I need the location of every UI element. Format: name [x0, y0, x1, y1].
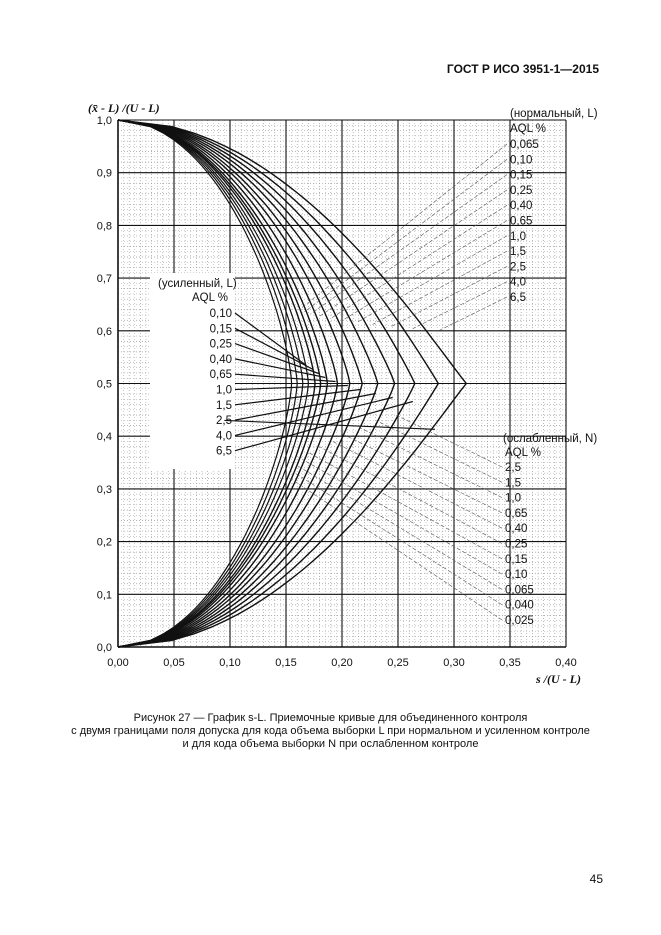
reduced-aql-label: 0,40: [505, 523, 528, 536]
reduced-aql-label: 0,15: [505, 553, 528, 566]
reduced-aql-header: AQL %: [505, 447, 542, 459]
y-tick-label: 0,8: [96, 220, 112, 233]
x-tick-label: 0,05: [163, 657, 185, 669]
tightened-leader: [235, 402, 413, 451]
x-tick-label: 0,00: [107, 657, 129, 669]
normal-leader: [311, 175, 507, 314]
y-tick-label: 0,6: [96, 325, 112, 338]
normal-group-title: (нормальный, L): [510, 108, 598, 120]
caption-line-1: Рисунок 27 — График s-L. Приемочные кривые для объединенного контроля: [133, 712, 528, 724]
x-tick-label: 0,40: [555, 657, 577, 669]
tightened-aql-label: 6,5: [216, 445, 232, 458]
normal-aql-label: 0,10: [510, 154, 533, 167]
reduced-aql-label: 0,65: [505, 507, 528, 520]
tightened-leader: [235, 313, 306, 366]
reduced-aql-label: 0,25: [505, 538, 528, 551]
page-number: 45: [589, 872, 603, 886]
y-tick-label: 1,0: [96, 115, 112, 127]
tightened-aql-label: 0,25: [209, 338, 232, 351]
reduced-aql-label: 0,025: [505, 615, 534, 627]
tightened-aql-label: 2,5: [216, 415, 232, 428]
y-tick-label: 0,9: [96, 167, 112, 180]
tightened-leader: [235, 390, 360, 405]
y-tick-label: 0,2: [96, 536, 112, 549]
chart-grid: [118, 120, 566, 647]
reduced-pointer-line: [224, 420, 435, 429]
tightened-leader: [235, 344, 319, 374]
normal-aql-label: 4,0: [510, 276, 526, 289]
reduced-leader: [302, 459, 502, 574]
y-tick-label: 0,5: [96, 378, 112, 391]
reduced-aql-label: 1,5: [505, 477, 521, 490]
y-axis-label: (x̄ - L) /(U - L): [88, 101, 160, 115]
tightened-aql-label: 0,10: [209, 308, 232, 320]
reduced-leader: [297, 466, 502, 590]
reduced-aql-label: 1,0: [505, 492, 521, 505]
normal-leader: [331, 205, 507, 318]
normal-leader: [320, 190, 507, 316]
tightened-group-title: (усиленный, L): [158, 278, 237, 290]
y-tick-label: 0,7: [96, 273, 112, 286]
normal-aql-label: 2,5: [510, 261, 526, 274]
y-tick-label: 0,1: [96, 589, 112, 602]
standard-header: ГОСТ Р ИСО 3951-1—2015: [446, 62, 599, 76]
y-tick-label: 0,4: [96, 431, 112, 444]
normal-aql-label: 0,65: [510, 215, 533, 228]
x-tick-label: 0,20: [331, 657, 353, 669]
normal-aql-label: 0,065: [510, 139, 539, 151]
reduced-aql-label: 0,065: [505, 584, 534, 597]
figure-caption: [0, 712, 661, 751]
x-tick-label: 0,35: [499, 657, 521, 669]
reduced-leader: [290, 478, 502, 620]
normal-aql-label: 0,25: [510, 184, 533, 197]
tightened-aql-header: AQL %: [192, 292, 229, 304]
normal-aql-label: 0,15: [510, 169, 533, 182]
tightened-aql-label: 4,0: [216, 430, 232, 443]
tightened-aql-label: 0,65: [209, 369, 232, 382]
reduced-aql-label: 2,5: [505, 462, 521, 474]
caption-line-2: с двумя границами поля допуска для кода объема выборки L при нормальном и усиленном контроле: [71, 725, 590, 737]
normal-leader: [343, 221, 507, 321]
tightened-aql-label: 0,15: [209, 323, 232, 336]
reduced-group-title: (ослабленный, N): [503, 433, 598, 445]
y-tick-label: 0,0: [96, 642, 112, 654]
tightened-aql-label: 0,40: [209, 353, 232, 366]
x-tick-label: 0,15: [275, 657, 297, 669]
normal-aql-label: 6,5: [510, 292, 526, 304]
x-tick-label: 0,30: [443, 657, 465, 669]
normal-leader: [391, 266, 507, 326]
normal-aql-header: AQL %: [510, 123, 547, 135]
tightened-aql-label: 1,0: [216, 384, 232, 397]
tightened-aql-label: 1,5: [216, 399, 232, 412]
reduced-aql-label: 0,10: [505, 569, 528, 582]
reduced-leader: [396, 415, 502, 467]
normal-aql-label: 1,0: [510, 230, 526, 243]
normal-aql-label: 0,40: [510, 200, 533, 213]
y-tick-label: 0,3: [96, 483, 112, 496]
reduced-aql-label: 0,040: [505, 599, 534, 612]
x-tick-label: 0,25: [387, 657, 409, 669]
x-tick-label: 0,10: [219, 657, 241, 669]
normal-aql-label: 1,5: [510, 246, 526, 259]
x-axis-label: s /(U - L): [536, 672, 581, 686]
caption-line-3: и для кода объема выборки N при ослабленном контроле: [182, 738, 479, 750]
